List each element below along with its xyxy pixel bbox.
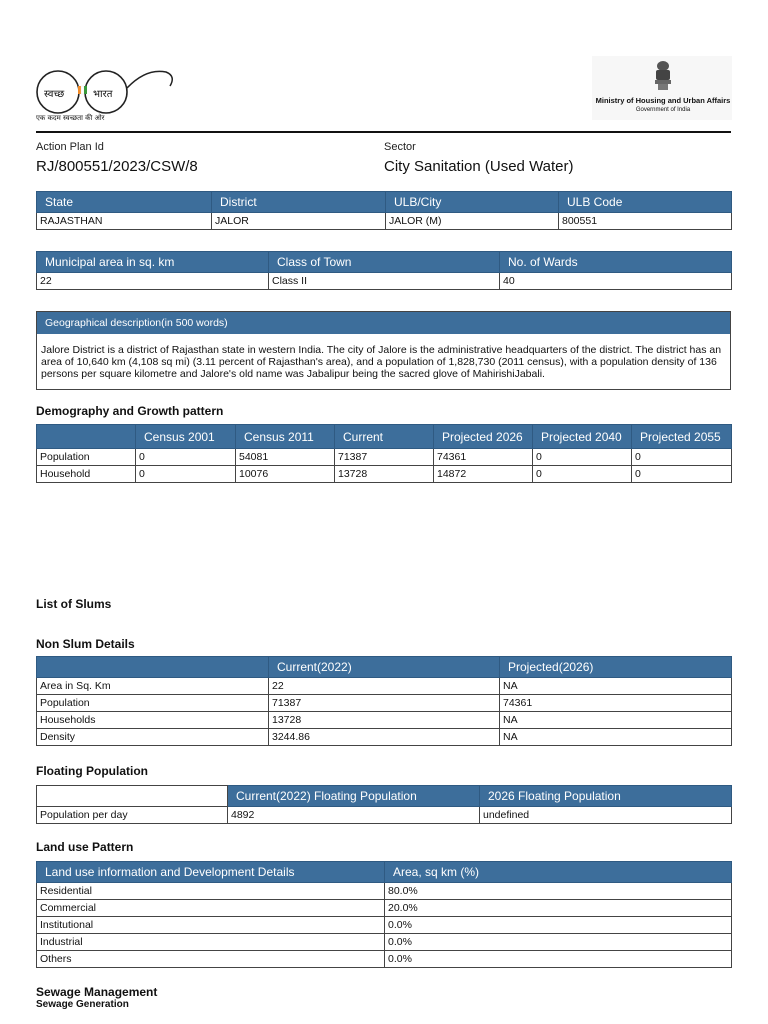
- demography-table: [36, 424, 732, 483]
- table-row: [37, 273, 732, 290]
- row-label: Institutional: [37, 917, 385, 934]
- cell: 4892: [228, 807, 480, 824]
- land-use-title: Land use Pattern: [36, 840, 134, 854]
- row-label: Households: [37, 712, 269, 729]
- government-name: Government of India: [635, 107, 691, 113]
- geo-header: Geographical description(in 500 words): [37, 312, 730, 334]
- land-use-table: [36, 861, 732, 968]
- table-row: [37, 678, 732, 695]
- header-census-2011: Census 2011: [236, 425, 335, 449]
- cell: 74361: [434, 449, 533, 466]
- cell: 0.0%: [385, 934, 732, 951]
- class-of-town-value: Class II: [269, 273, 500, 290]
- header-class-of-town: Class of Town: [269, 252, 500, 273]
- header-current: Current: [335, 425, 434, 449]
- table-row: [37, 807, 732, 824]
- header-blank: [37, 786, 228, 807]
- row-label: Population: [37, 695, 269, 712]
- cell: 13728: [335, 466, 434, 483]
- header-current-floating: Current(2022) Floating Population: [228, 786, 480, 807]
- cell: 0.0%: [385, 917, 732, 934]
- municipal-area-value: 22: [37, 273, 269, 290]
- header-divider: [36, 131, 731, 133]
- logo-tagline: एक कदम स्वच्छता की ओर: [36, 114, 105, 122]
- table-row: [37, 883, 732, 900]
- header-state: State: [37, 192, 212, 213]
- header-no-of-wards: No. of Wards: [500, 252, 732, 273]
- row-label: Industrial: [37, 934, 385, 951]
- ulb-city-value: JALOR (M): [386, 213, 559, 230]
- district-value: JALOR: [212, 213, 386, 230]
- row-label: Area in Sq. Km: [37, 678, 269, 695]
- header-current-2022: Current(2022): [269, 657, 500, 678]
- sewage-generation-subtitle: Sewage Generation: [36, 999, 129, 1010]
- header-projected-2026: Projected(2026): [500, 657, 732, 678]
- cell: 0: [632, 466, 732, 483]
- demography-title: Demography and Growth pattern: [36, 404, 224, 418]
- table-row: [37, 951, 732, 968]
- cell: NA: [500, 678, 732, 695]
- ministry-block: [592, 56, 732, 120]
- cell: 74361: [500, 695, 732, 712]
- cell: 13728: [269, 712, 500, 729]
- logo-word-bharat: भारत: [93, 89, 113, 100]
- cell: 0.0%: [385, 951, 732, 968]
- table-row: [37, 729, 732, 746]
- action-plan-id-label: Action Plan Id: [36, 141, 104, 153]
- geo-text: Jalore District is a district of Rajasthan state in western India. The city of Jalore is the administrative headquarters of the district. The district has an area of 10,640 km (4,108 sq mi) (3.11 percent of Rajasthan's area), and a population of 1,828,730 (2011 census), with a population density of 136 persons per square kilometre and Jalore's old name was Jabalipur being the sacred glove of MahirishiJabali.: [41, 344, 722, 380]
- header-projected-2026: Projected 2026: [434, 425, 533, 449]
- cell: undefined: [480, 807, 732, 824]
- header-2026-floating: 2026 Floating Population: [480, 786, 732, 807]
- header-ulb-city: ULB/City: [386, 192, 559, 213]
- sector-value: City Sanitation (Used Water): [384, 158, 574, 175]
- cell: 20.0%: [385, 900, 732, 917]
- cell: 80.0%: [385, 883, 732, 900]
- row-label: Density: [37, 729, 269, 746]
- cell: 14872: [434, 466, 533, 483]
- row-label: Commercial: [37, 900, 385, 917]
- cell: NA: [500, 712, 732, 729]
- state-value: RAJASTHAN: [37, 213, 212, 230]
- geographical-description: [36, 311, 731, 390]
- list-of-slums-title: List of Slums: [36, 597, 112, 611]
- header-area-sq-km: Area, sq km (%): [385, 862, 732, 883]
- row-label: Residential: [37, 883, 385, 900]
- cell: 10076: [236, 466, 335, 483]
- sewage-management-title: Sewage Management: [36, 985, 158, 999]
- table-row: [37, 712, 732, 729]
- header-projected-2040: Projected 2040: [533, 425, 632, 449]
- header-land-use-info: Land use information and Development Details: [37, 862, 385, 883]
- ministry-name: Ministry of Housing and Urban Affairs: [595, 96, 731, 105]
- cell: 71387: [335, 449, 434, 466]
- non-slum-title: Non Slum Details: [36, 637, 135, 651]
- cell: 0: [533, 466, 632, 483]
- header-blank: [37, 425, 136, 449]
- sector-label: Sector: [384, 141, 416, 153]
- area-table: [36, 251, 732, 290]
- cell: 0: [136, 466, 236, 483]
- cell: 0: [533, 449, 632, 466]
- table-row: [37, 449, 732, 466]
- header-census-2001: Census 2001: [136, 425, 236, 449]
- cell: NA: [500, 729, 732, 746]
- table-row: [37, 213, 732, 230]
- cell: 71387: [269, 695, 500, 712]
- header-municipal-area: Municipal area in sq. km: [37, 252, 269, 273]
- header-ulb-code: ULB Code: [559, 192, 732, 213]
- table-row: [37, 917, 732, 934]
- cell: 0: [136, 449, 236, 466]
- cell: 54081: [236, 449, 335, 466]
- header-blank: [37, 657, 269, 678]
- table-row: [37, 934, 732, 951]
- row-label: Population: [37, 449, 136, 466]
- location-table: [36, 191, 732, 230]
- swachh-bharat-logo: [36, 64, 186, 126]
- table-row: [37, 900, 732, 917]
- national-emblem-icon: [652, 59, 674, 93]
- cell: 3244.86: [269, 729, 500, 746]
- logo-word-swachh: स्वच्छ: [44, 89, 65, 100]
- floating-population-title: Floating Population: [36, 764, 148, 778]
- action-plan-id-value: RJ/800551/2023/CSW/8: [36, 158, 198, 175]
- floating-population-table: [36, 785, 732, 824]
- row-label: Others: [37, 951, 385, 968]
- no-of-wards-value: 40: [500, 273, 732, 290]
- header-district: District: [212, 192, 386, 213]
- cell: 22: [269, 678, 500, 695]
- ulb-code-value: 800551: [559, 213, 732, 230]
- table-row: [37, 466, 732, 483]
- row-label: Population per day: [37, 807, 228, 824]
- header-projected-2055: Projected 2055: [632, 425, 732, 449]
- row-label: Household: [37, 466, 136, 483]
- cell: 0: [632, 449, 732, 466]
- non-slum-table: [36, 656, 732, 746]
- table-row: [37, 695, 732, 712]
